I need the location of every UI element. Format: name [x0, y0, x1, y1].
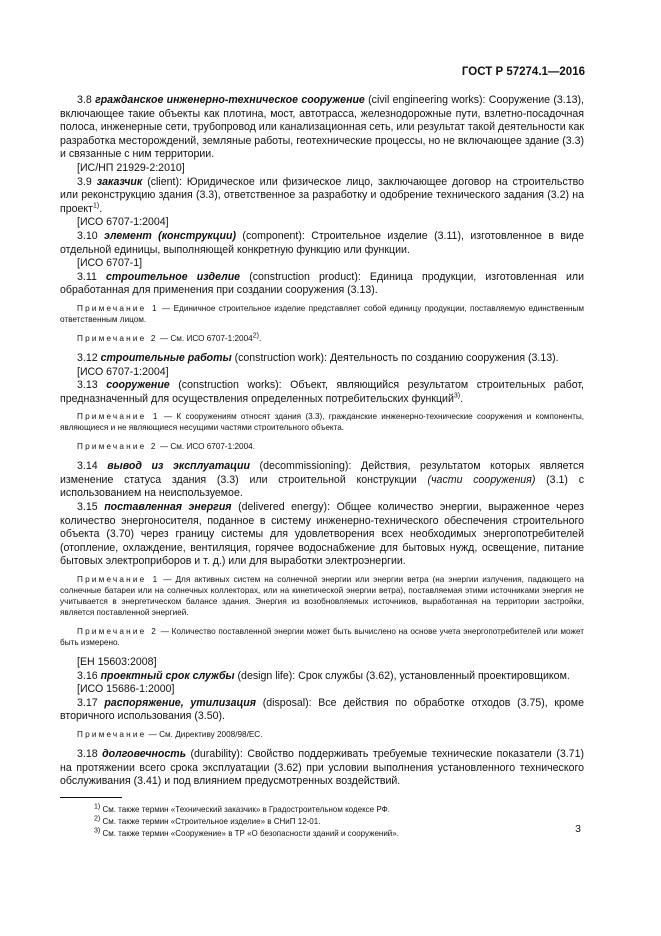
- note-label: Примечание 1: [77, 303, 159, 313]
- note-label: Примечание 2: [77, 442, 158, 452]
- source-reference: [ИСО 6707-1:2004]: [77, 365, 169, 378]
- note-label: Примечание: [77, 730, 147, 739]
- term-definition: (construction product): Единица продукции, изготовленная или обработанная для применения при создании сооружения (3.13).: [60, 270, 584, 297]
- note-text: — Количество поставленной энергии может быть вычислено на основе учета энергопотребителей или может быть измерено.: [60, 627, 584, 648]
- term-definition: (client): Юридическое или физическое лицо, заключающее договор на строительство или реконструкцию здания (3.3), ответственное за разработку и одобрение технического задания (3.2) на проект: [60, 175, 585, 215]
- term-name: проектный срок службы: [100, 669, 235, 682]
- term-name: долговечность: [102, 748, 186, 760]
- clause-number: 3.8: [77, 94, 92, 106]
- note-text: — Единичное строительное изделие представляет собой единицу продукции, поставляемую единственным ответственным лицом.: [60, 303, 584, 324]
- term-definition: (delivered energy): Общее количество энергии, выраженное через количество энергоносителя, поданное в систему инженерно-технического обеспечения строительного объекта (3.70) через границу системы для удовлетворения всех необходимых энергопотребителей (отопление, охлаждение, вентиляция, горячее водоснабжение для бытовых нужд, освещение, питание бытовых электроприборов и т. д.) или для выработки электроэнергии.: [60, 501, 584, 568]
- note-label: Примечание 1: [77, 575, 160, 585]
- clause-number: 3.18: [77, 748, 98, 760]
- term-3-14: [60, 460, 584, 501]
- term-name: заказчик: [96, 175, 143, 188]
- note-text: — См. Директиву 2008/98/ЕС.: [146, 730, 263, 739]
- footnote: [60, 828, 584, 840]
- source-reference: [ИСО 15686-1:2000]: [77, 683, 175, 696]
- clause-number: 3.16: [77, 669, 98, 682]
- term-definition: (construction work): Деятельность по созданию сооружения (3.13).: [231, 351, 559, 364]
- footnote-text: См. также термин «Строительное изделие» в СНиП 12-01.: [100, 816, 321, 826]
- term-3-11: [60, 271, 584, 298]
- term-name: сооружение: [106, 379, 170, 392]
- term-3-18: [60, 748, 584, 789]
- footnote: [60, 816, 584, 828]
- term-name: гражданское инженерно-техническое сооружение: [95, 94, 365, 106]
- note: [60, 441, 584, 452]
- note: [60, 626, 584, 648]
- term-3-17: [60, 697, 584, 724]
- term-3-12: [60, 352, 584, 366]
- note: [60, 411, 584, 433]
- term-3-15: [60, 501, 584, 569]
- footnote-ref: 2): [252, 332, 259, 340]
- term-name: строительные работы: [100, 351, 232, 364]
- footnote-mark: 3): [94, 827, 101, 835]
- footnote-ref: 3): [453, 392, 461, 400]
- footnote-separator: [60, 797, 122, 798]
- footnote-text: См. также термин «Сооружение» в ТР «О безопасности зданий и сооружений».: [100, 828, 399, 838]
- term-name: строительное изделие: [105, 270, 241, 283]
- clause-number: 3.17: [77, 696, 98, 709]
- term-3-8: [60, 94, 584, 162]
- note: [60, 333, 584, 344]
- punctuation: .: [258, 333, 262, 343]
- note-text: — К сооружениям относят здания (3.3), гражданские инженерно-технические сооружения и компоненты, являющиеся и не являющиеся несущими частями строительного объекта.: [60, 412, 584, 433]
- source-reference: [ИСО 6707-1:2004]: [77, 216, 169, 229]
- clause-number: 3.15: [77, 501, 98, 514]
- note-text: — Для активных систем на солнечной энергии или энергии ветра (на энергии излучения, падающего на солнечные батареи или на солнечных коллекторах, или на кинетической энергии ветра), поставляемая этими источниками энергия не учитывается в энергетическом балансе здания. Энергия из возобновляемых источников, выработанная на территории застройки, является поставленной энергией.: [60, 575, 584, 618]
- term-definition: (construction works): Объект, являющийся результатом строительных работ, предназначенный для осуществления определенных потребительских функций: [60, 379, 584, 405]
- term-name: распоряжение, утилизация: [104, 696, 257, 709]
- footnote-mark: 2): [94, 815, 101, 823]
- term-name: элемент (конструкции): [104, 229, 237, 242]
- term-definition-italic: (части сооружения): [427, 473, 536, 486]
- clause-number: 3.14: [77, 460, 98, 473]
- clause-number: 3.12: [77, 351, 98, 364]
- document-body: [60, 94, 584, 840]
- punctuation: .: [460, 392, 464, 405]
- term-definition: (component): Строительное изделие (3.11), изготовленное в виде отдельной единицы, выполняющей конкретную функцию или функции.: [60, 229, 584, 256]
- term-definition: (disposal): Все действия по обработке отходов (3.75), кроме вторичного использования (3.50).: [60, 696, 584, 723]
- source-reference: [ЕН 15603:2008]: [77, 656, 157, 669]
- note-label: Примечание 2: [77, 333, 158, 343]
- footnote-ref: 1): [93, 202, 100, 210]
- note: [60, 729, 584, 740]
- page-number: 3: [575, 823, 581, 835]
- term-name: вывод из эксплуатации: [107, 460, 250, 473]
- note: [60, 574, 584, 618]
- note-text: — См. ИСО 6707-1:2004.: [157, 442, 255, 452]
- term-definition: (civil engineering works): Сооружение (3.13), включающее такие объекты как плотина, мост, автотрасса, железнодорожные пути, взлетно-посадочная полоса, инженерные сети, трубопровод или канализационная сеть, или результат такой деятельности как разработка месторождений, земляные работы, геотехнические процессы, но не включающее здание (3.3) и связанные с ним территории.: [60, 94, 584, 161]
- term-3-16: [60, 670, 584, 684]
- term-definition: (decommissioning): Действия, результатом которых является изменение статуса здания (3.3) или строительной конструкции: [60, 460, 584, 486]
- source-reference: [ИСО 6707-1]: [77, 257, 143, 270]
- source-reference: [ИС/НП 21929-2:2010]: [77, 161, 185, 174]
- footnote: [60, 804, 584, 816]
- clause-number: 3.11: [77, 270, 97, 283]
- note: [60, 303, 584, 325]
- note-label: Примечание 2: [77, 627, 159, 637]
- clause-number: 3.10: [77, 229, 98, 242]
- clause-number: 3.13: [77, 379, 98, 392]
- term-definition: (design life): Срок службы (3.62), установленный проектировщиком.: [234, 669, 570, 682]
- term-3-13: [60, 379, 584, 406]
- footnote-mark: 1): [94, 803, 101, 811]
- term-definition: (durability): Свойство поддерживать требуемые технические показатели (3.71) на протяжении всего срока эксплуатации (3.62) при условии выполнения установленного технического обслуживания (3.41) и под влиянием предусмотренных воздействий.: [60, 748, 584, 788]
- term-definition: (3.1) с использованием на неиспользуемое.: [60, 473, 585, 500]
- footnote-text: См. также термин «Технический заказчик» в Градостроительном кодексе РФ.: [100, 804, 390, 814]
- term-name: поставленная энергия: [104, 501, 232, 514]
- note-label: Примечание 1: [77, 412, 160, 422]
- term-3-9: [60, 176, 584, 217]
- note-text: — См. ИСО 6707-1:2004: [157, 333, 253, 343]
- term-3-10: [60, 230, 584, 257]
- punctuation: .: [99, 202, 103, 215]
- standard-header: ГОСТ Р 57274.1—2016: [461, 66, 585, 78]
- clause-number: 3.9: [77, 175, 92, 188]
